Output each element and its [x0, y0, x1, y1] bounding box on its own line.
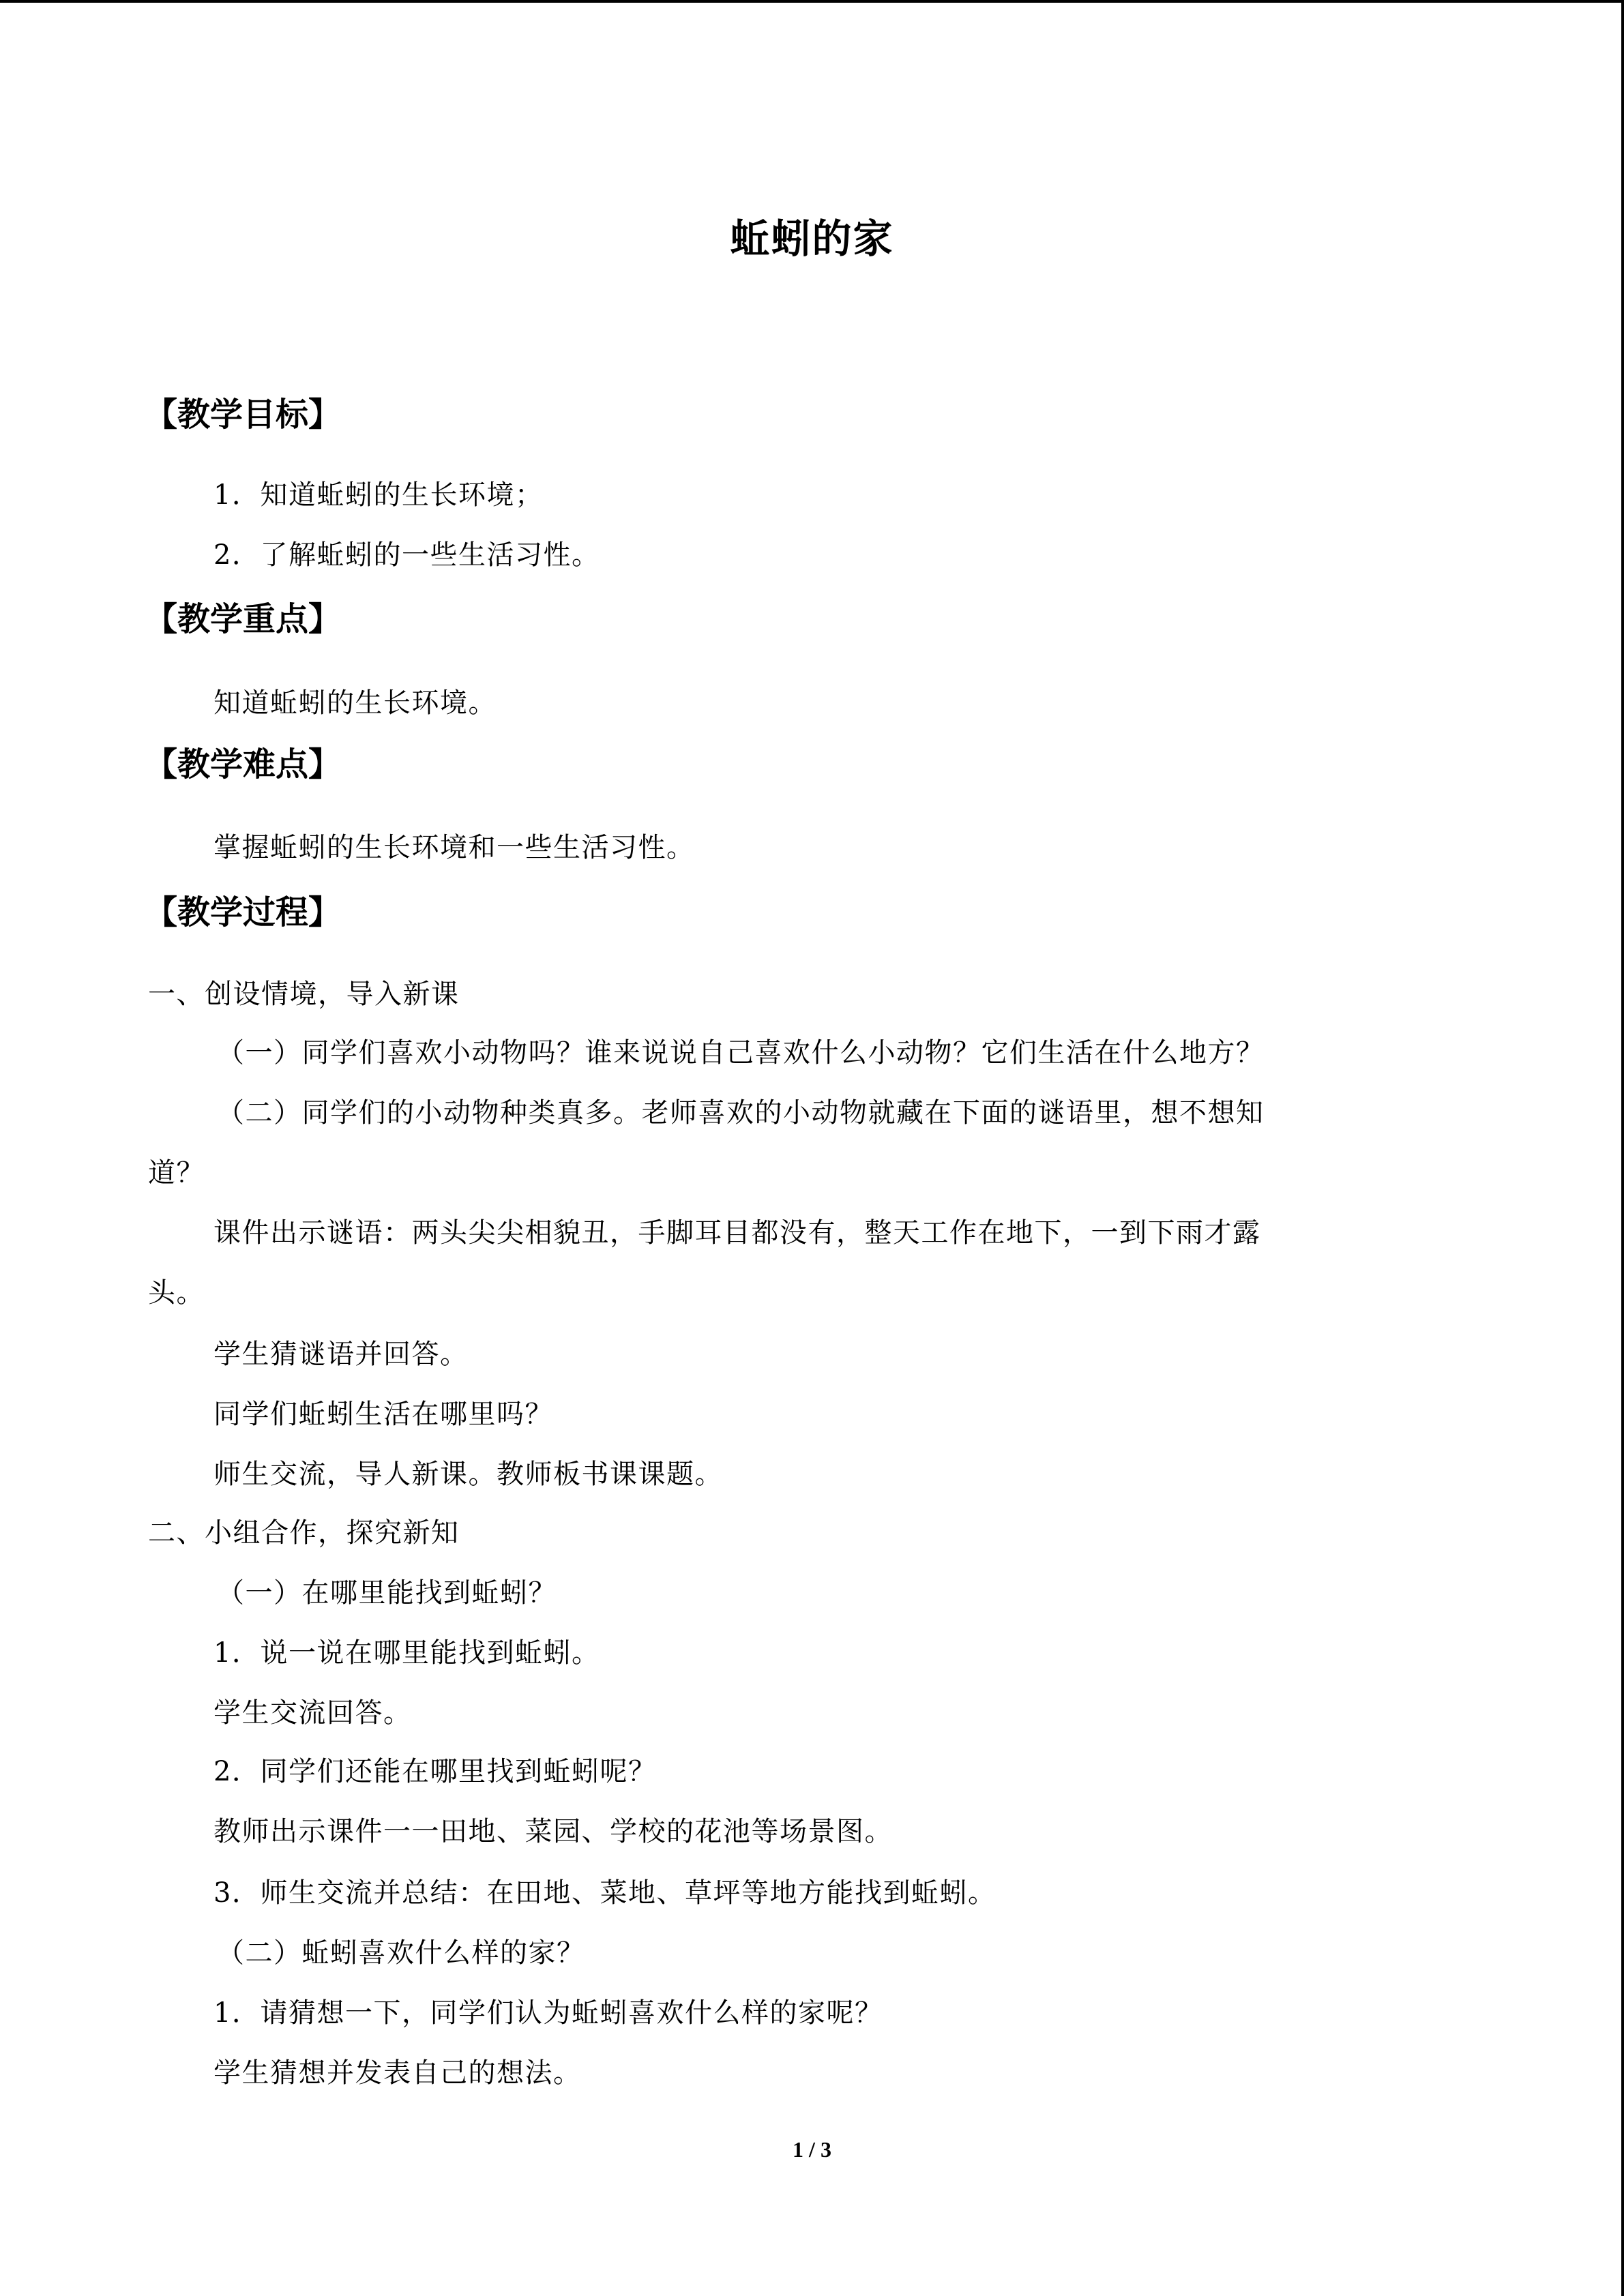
- process-line: （一）同学们喜欢小动物吗？谁来说说自己喜欢什么小动物？它们生活在什么地方？: [217, 1037, 1265, 1069]
- process-line: 课件出示谜语：两头尖尖相貌丑，手脚耳目都没有，整天工作在地下，一到下雨才露: [213, 1217, 1261, 1249]
- process-line: 2．同学们还能在哪里找到蚯蚓呢？: [213, 1756, 657, 1787]
- process-line: 道？: [148, 1157, 205, 1189]
- objective-item: 1．知道蚯蚓的生长环境；: [213, 479, 544, 511]
- page-border-right: [1621, 0, 1624, 2296]
- process-line: 1．说一说在哪里能找到蚯蚓。: [213, 1637, 600, 1669]
- key-points-text: 知道蚯蚓的生长环境。: [213, 687, 497, 719]
- heading-key-points: 【教学重点】: [145, 600, 342, 638]
- process-line: 学生猜想并发表自己的想法。: [213, 2057, 582, 2089]
- process-line: 学生交流回答。: [213, 1697, 412, 1729]
- process-line: 头。: [148, 1277, 205, 1309]
- document-title: 蚯蚓的家: [730, 215, 894, 262]
- process-line: 师生交流，导人新课。教师板书课课题。: [213, 1459, 723, 1490]
- process-part2-title: 二、小组合作，探究新知: [148, 1517, 460, 1549]
- process-line: （二）蚯蚓喜欢什么样的家？: [217, 1937, 585, 1969]
- process-part1-title: 一、创设情境，导入新课: [148, 979, 460, 1010]
- process-line: 1．请猜想一下，同学们认为蚯蚓喜欢什么样的家呢？: [213, 1997, 883, 2029]
- process-line: 3．师生交流并总结：在田地、菜地、草坪等地方能找到蚯蚓。: [213, 1877, 996, 1909]
- process-line: （二）同学们的小动物种类真多。老师喜欢的小动物就藏在下面的谜语里，想不想知: [217, 1097, 1265, 1129]
- heading-difficulties: 【教学难点】: [145, 745, 342, 784]
- process-line: 教师出示课件一一田地、菜园、学校的花池等场景图。: [213, 1816, 893, 1847]
- process-line: （一）在哪里能找到蚯蚓？: [217, 1577, 557, 1609]
- process-line: 同学们蚯蚓生活在哪里吗？: [213, 1399, 553, 1430]
- difficulties-text: 掌握蚯蚓的生长环境和一些生活习性。: [213, 832, 695, 863]
- heading-objectives: 【教学目标】: [145, 396, 342, 434]
- objective-item: 2．了解蚯蚓的一些生活习性。: [213, 539, 600, 571]
- page-border-top: [0, 0, 1624, 3]
- heading-process: 【教学过程】: [145, 893, 342, 931]
- process-line: 学生猜谜语并回答。: [213, 1339, 469, 1370]
- page-number: 1 / 3: [793, 2137, 831, 2162]
